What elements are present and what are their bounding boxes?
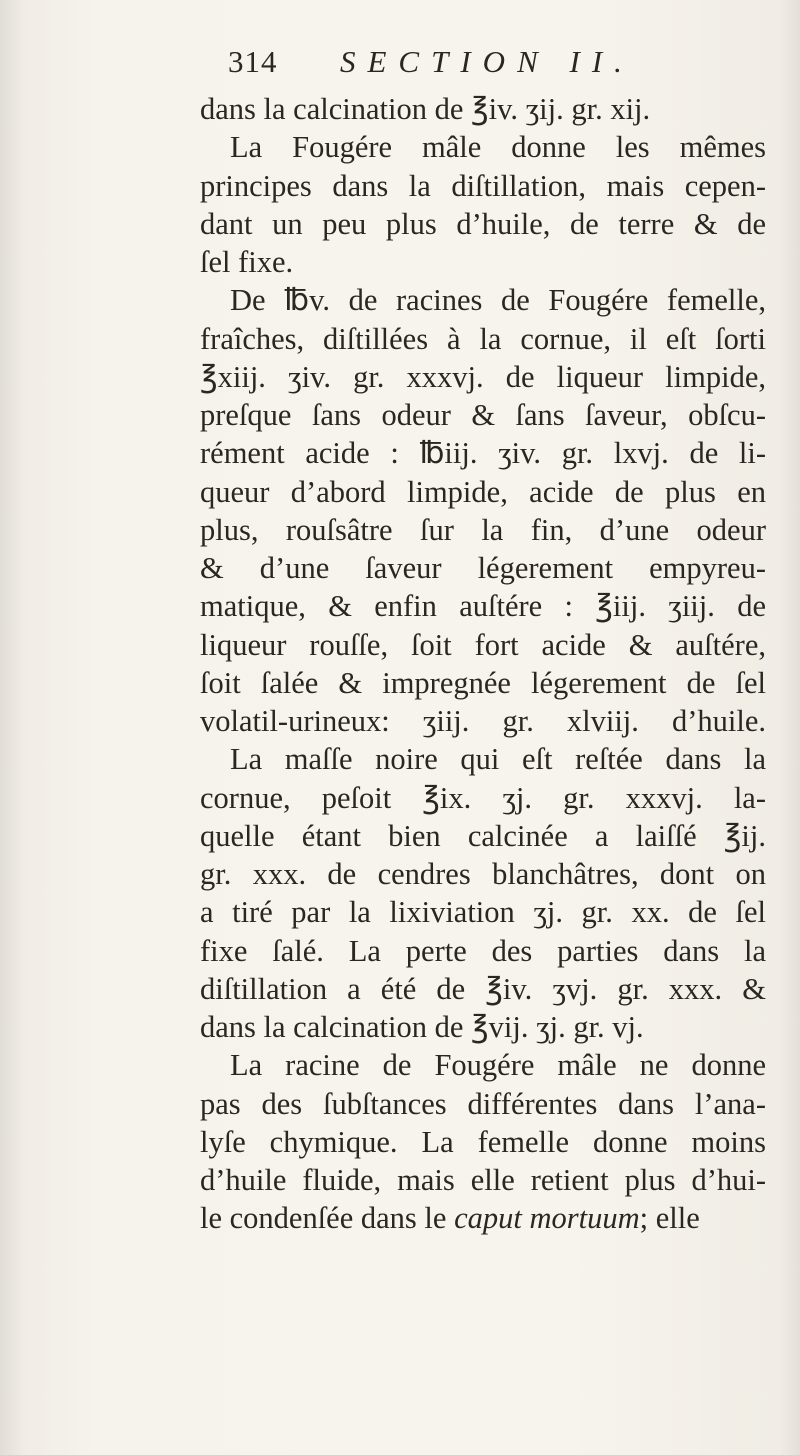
text-line-last	[200, 1199, 766, 1237]
text-line: gr. xxx. de cendres blanchâtres, dont on	[200, 857, 766, 891]
gutter-shadow	[0, 0, 24, 1455]
text-line: La racine de Fougére mâle ne donne	[230, 1048, 766, 1083]
text-line: queur d’abord limpide, acide de plus en	[200, 474, 766, 509]
edge-shadow	[780, 0, 800, 1455]
text-line: De ℔v. de racines de Fougére femelle,	[230, 283, 766, 318]
text-line: La maſſe noire qui eſt reſtée dans la	[230, 742, 766, 777]
text-line: matique, & enfin auſtére : ℥iij. ʒiij. de	[200, 589, 766, 624]
last-line-after: ; elle	[639, 1201, 700, 1236]
page-number: 314	[228, 44, 278, 79]
body-text	[200, 90, 766, 1238]
text-line: cornue, peſoit ℥ix. ʒj. gr. xxxvj. la-	[200, 780, 766, 815]
text-line: pas des ſubſtances différentes dans l’ana-	[200, 1086, 766, 1121]
text-line: ſoit ſalée & impregnée légerement de ſel	[200, 665, 766, 700]
text-line: volatil-urineux: ʒiij. gr. xlviij. d’huile.	[200, 704, 766, 738]
text-line: lyſe chymique. La femelle donne moins	[200, 1124, 766, 1159]
text-line: principes dans la diſtillation, mais cepen-	[200, 168, 766, 203]
text-line: liqueur rouſſe, ſoit fort acide & auſtére,	[200, 627, 766, 662]
text-line: dans la calcination de ℥vij. ʒj. gr. vj.	[200, 1010, 644, 1044]
text-line: a tiré par la lixiviation ʒj. gr. xx. de ſel	[200, 895, 766, 930]
text-line: ſel fixe.	[200, 245, 294, 279]
text-line: fraîches, diſtillées à la cornue, il eſt ſorti	[200, 321, 766, 356]
text-line: & d’une ſaveur légerement empyreu-	[200, 551, 766, 585]
text-line: d’huile fluide, mais elle retient plus d’hui-	[200, 1163, 766, 1197]
text-line: preſque ſans odeur & ſans ſaveur, obſcu-	[200, 398, 766, 432]
text-line: plus, rouſsâtre ſur la fin, d’une odeur	[200, 512, 766, 547]
text-line: ℥xiij. ʒiv. gr. xxxvj. de liqueur limpide,	[200, 359, 766, 394]
page-header	[228, 44, 788, 90]
text-line: rément acide : ℔iij. ʒiv. gr. lxvj. de li-	[200, 436, 766, 471]
running-head: SECTION II.	[340, 44, 634, 79]
text-line: diſtillation a été de ℥iv. ʒvj. gr. xxx. &	[200, 971, 766, 1006]
text-line: dans la calcination de ℥iv. ʒij. gr. xij.	[200, 92, 651, 126]
text-line: La Fougére mâle donne les mêmes	[230, 130, 766, 165]
text-line: quelle étant bien calcinée a laiſſé ℥ij.	[200, 818, 766, 853]
latin-term: caput mortuum	[454, 1201, 640, 1236]
last-line-before: le condenſée dans le	[200, 1201, 455, 1236]
text-line: dant un peu plus d’huile, de terre & de	[200, 206, 766, 241]
text-line: fixe ſalé. La perte des parties dans la	[200, 933, 766, 968]
